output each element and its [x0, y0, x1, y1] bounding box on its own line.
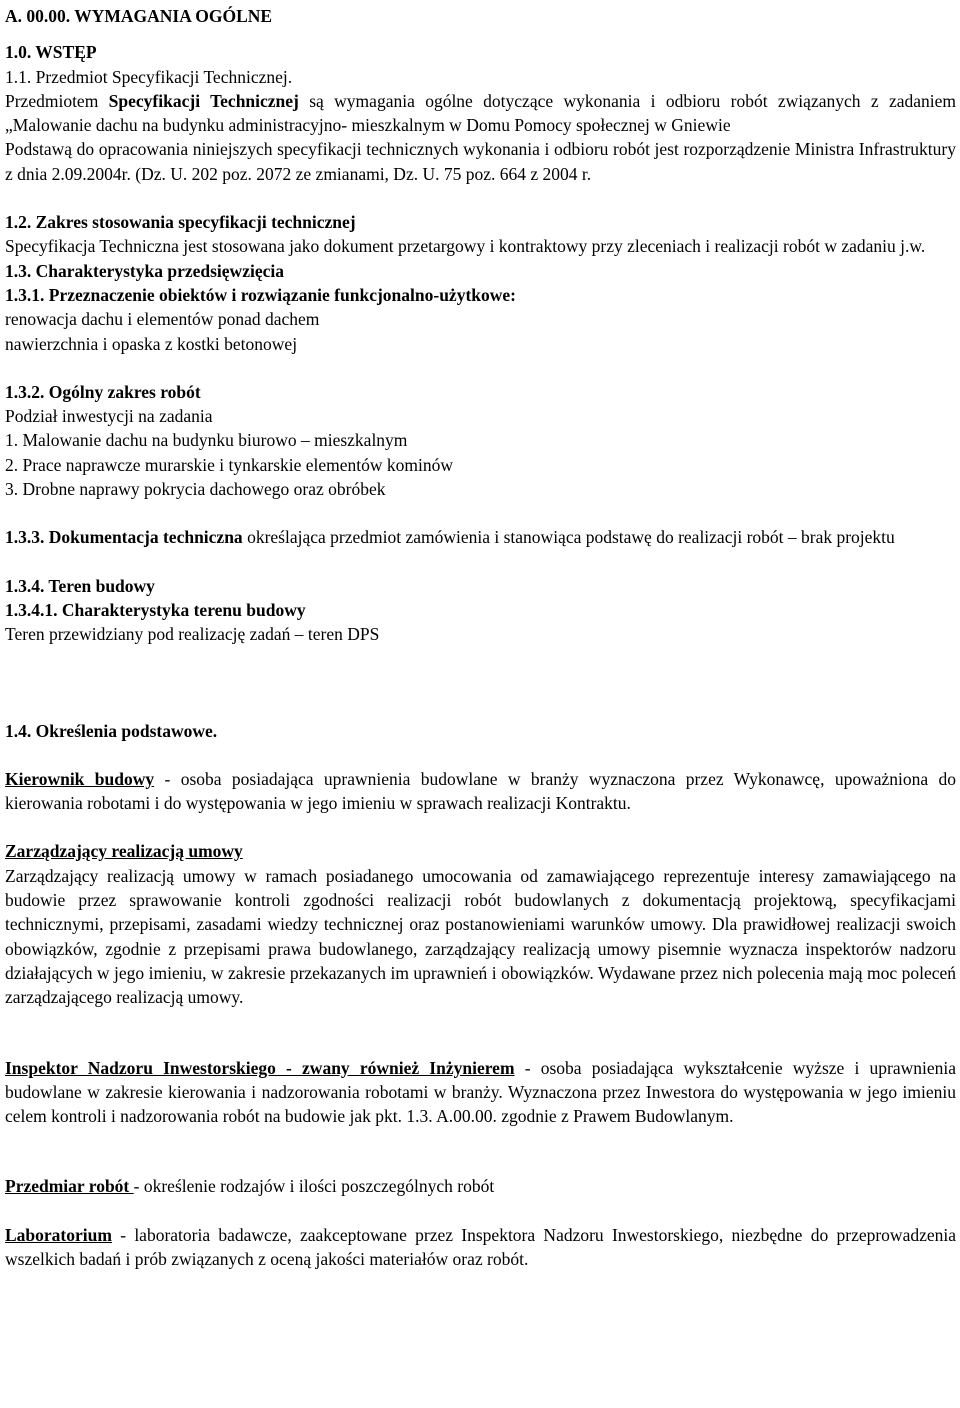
paragraph-subject-lead: Przedmiotem [5, 90, 109, 111]
definition-text: - osoba posiadająca wykształcenie wyższe i uprawnienia budowlane w zakresie kierowania i nadzorowania robotami w branży. Wyznaczona przez Inwestora do występowania w jego imieniu celem kontroli i nadzorowania robót na budowie jak pkt. 1.3. A.00.00. zgodnie z Prawem Budowlanym. [5, 1057, 956, 1127]
subsection-heading-general-scope: 1.3.2. Ogólny zakres robót [5, 381, 201, 402]
definition-text: Zarządzający realizacją umowy w ramach posiadanego umocowania od zamawiającego reprezentuje interesy zamawiającego na budowie przez sprawowanie kontroli zgodności realizacji robót budowlanych z dokumentacją projektową, specyfikacjami technicznymi, przepisami, zasadami wiedzy technicznej oraz postanowieniami warunków umowy. Dla prawidłowej realizacji swoich obowiązków, zgodnie z przepisami prawa budowlanego, zarządzający realizacją umowy pisemnie wyznacza inspektorów nadzoru działających w jego imieniu, w zakresie przekazanych im uprawnień i obowiązków. Wydawane przez nich polecenia mają moc poleceń zarządzającego realizacją umowy. [5, 865, 956, 1008]
definition-term: Przedmiar robót [5, 1176, 134, 1197]
subsection-heading-characteristics: 1.3. Charakterystyka przedsięwzięcia [5, 260, 284, 281]
paragraph-scope: Specyfikacja Techniczna jest stosowana jako dokument przetargowy i kontraktowy przy zleceniach i realizacji robót w zadaniu j.w. [5, 236, 926, 257]
definition-site-manager [5, 767, 956, 816]
paragraph-legal-basis: Podstawą do opracowania niniejszych specyfikacji technicznych wykonania i odbioru robót jest rozporządzenie Ministra Infrastruktury z dnia 2.09.2004r. (Dz. U. 202 poz. 2072 ze zmianami, Dz. U. 75 poz. 664 z 2004 r. [5, 139, 956, 184]
main-heading: A. 00.00. WYMAGANIA OGÓLNE [5, 6, 273, 26]
subsection-heading-site: 1.3.4. Teren budowy [5, 575, 155, 596]
subsection-heading-scope: 1.2. Zakres stosowania specyfikacji technicznej [5, 212, 356, 233]
paragraph-task-division: Podział inwestycji na zadania [5, 406, 213, 427]
definition-text: - laboratoria badawcze, zaakceptowane przez Inspektora Nadzoru Inwestorskiego, niezbędne do przeprowadzenia wszelkich badań i prób związanych z oceną jakości materiałów oraz robót. [5, 1224, 956, 1269]
paragraph-site: Teren przewidziany pod realizację zadań – teren DPS [5, 624, 380, 645]
task-list-item: 1. Malowanie dachu na budynku biurowo – mieszkalnym [5, 430, 408, 451]
definition-term: Kierownik budowy [5, 768, 155, 789]
subsection-heading-purpose: 1.3.1. Przeznaczenie obiektów i rozwiązanie funkcjonalno-użytkowe: [5, 284, 516, 305]
subsection-heading-definitions: 1.4. Określenia podstawowe. [5, 720, 218, 741]
subsection-heading-subject: 1.1. Przedmiot Specyfikacji Technicznej. [5, 66, 293, 87]
definition-laboratory [5, 1223, 956, 1272]
subsection-heading-site-characteristics: 1.3.4.1. Charakterystyka terenu budowy [5, 599, 306, 620]
definition-inspector [5, 1056, 956, 1129]
paragraph-subject-bold: Specyfikacji Technicznej [108, 90, 299, 111]
purpose-line: renowacja dachu i elementów ponad dachem [5, 309, 320, 330]
paragraph-documentation [5, 525, 956, 549]
purpose-line: nawierzchnia i opaska z kostki betonowej [5, 333, 298, 354]
documentation-text: określająca przedmiot zamówienia i stanowiąca podstawę do realizacji robót – brak projektu [242, 527, 895, 548]
document-page [5, 4, 956, 1271]
definition-bill-of-quantities [5, 1174, 956, 1198]
definition-term: Inspektor Nadzoru Inwestorskiego - zwany również Inżynierem [5, 1057, 515, 1078]
definition-text: - określenie rodzajów i ilości poszczególnych robót [133, 1176, 495, 1197]
paragraph-subject [5, 89, 956, 138]
task-list-item: 2. Prace naprawcze murarskie i tynkarskie elementów kominów [5, 454, 454, 475]
definition-text: - osoba posiadająca uprawnienia budowlane w branży wyznaczona przez Wykonawcę, upoważniona do kierowania robotami i do występowania w jego imieniu w sprawach realizacji Kontraktu. [5, 768, 956, 814]
section-heading-intro: 1.0. WSTĘP [5, 42, 97, 63]
definition-term: Zarządzający realizacją umowy [5, 841, 243, 862]
task-list-item: 3. Drobne naprawy pokrycia dachowego oraz obróbek [5, 479, 386, 500]
paragraph-subject-rest: są wymagania ogólne dotyczące wykonania i odbioru robót związanych z zadaniem „Malowanie dachu na budynku administracyjno- mieszkalnym w Domu Pomocy społecznej w Gniewie [5, 90, 957, 136]
definition-term: Laboratorium [5, 1224, 112, 1245]
documentation-heading: 1.3.3. Dokumentacja techniczna [5, 527, 243, 548]
